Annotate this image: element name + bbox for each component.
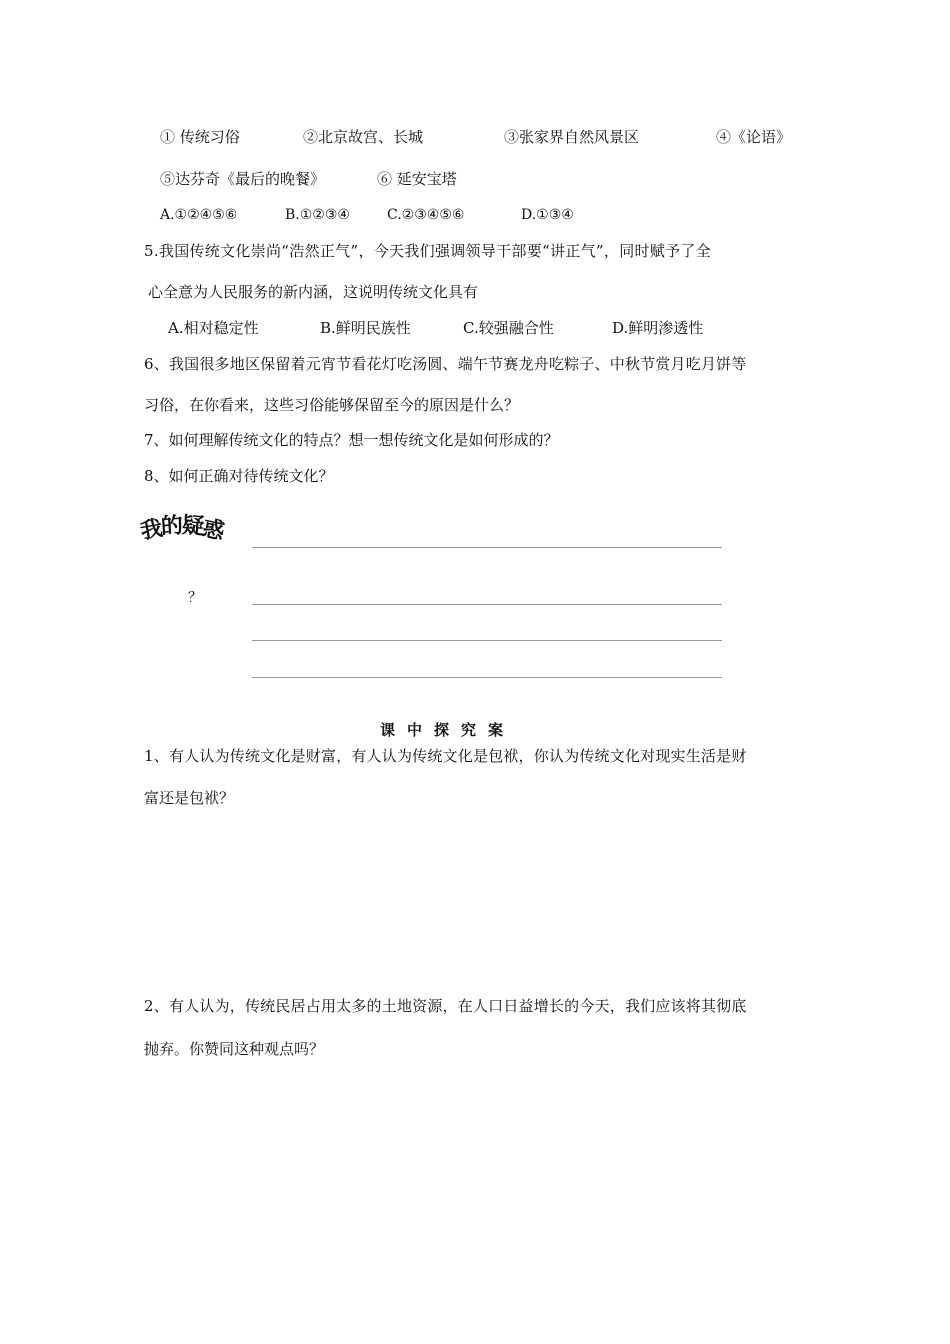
- q7-text: 7、如何理解传统文化的特点？想一想传统文化是如何形成的？: [144, 431, 559, 449]
- inclass-q1-line1: 1、有人认为传统文化是财富，有人认为传统文化是包袱，你认为传统文化对现实生活是财: [144, 747, 747, 765]
- q5-text-line2: 心全意为人民服务的新内涵，这说明传统文化具有: [148, 283, 479, 301]
- wordart-char: 惑: [199, 516, 226, 545]
- wordart-char: 我: [138, 516, 164, 545]
- doubt-answer-line[interactable]: [252, 640, 722, 641]
- q4-option-6: ⑥ 延安宝塔: [377, 170, 457, 188]
- my-doubts-wordart: [138, 512, 226, 545]
- q5-text-line1: 5.我国传统文化崇尚“浩然正气”，今天我们强调领导干部要“讲正气”，同时赋予了全: [144, 242, 711, 260]
- q6-text-line2: 习俗，在你看来，这些习俗能够保留至今的原因是什么？: [144, 396, 520, 414]
- doubt-answer-line[interactable]: [252, 604, 722, 605]
- inclass-q2-line2: 抛弃。你赞同这种观点吗？: [144, 1040, 325, 1058]
- q4-choice-d: D.①③④: [521, 207, 574, 223]
- q5-choice-a: A.相对稳定性: [168, 319, 259, 337]
- q6-text-line1: 6、我国很多地区保留着元宵节看花灯吃汤圆、端午节赛龙舟吃粽子、中秋节赏月吃月饼等: [144, 355, 747, 373]
- q4-option-3: ③张家界自然风景区: [504, 128, 640, 146]
- doubt-answer-line[interactable]: [252, 677, 722, 678]
- wordart-char: 的: [160, 513, 183, 540]
- q8-text: 8、如何正确对待传统文化？: [144, 467, 334, 485]
- q4-choice-c: C.②③④⑤⑥: [387, 207, 465, 223]
- q5-choice-d: D.鲜明渗透性: [612, 319, 704, 337]
- q4-option-1: ① 传统习俗: [160, 128, 240, 146]
- inclass-q2-line1: 2、有人认为，传统民居占用太多的土地资源，在人口日益增长的今天，我们应该将其彻底: [144, 997, 747, 1015]
- doubt-answer-line[interactable]: [252, 547, 722, 548]
- q4-option-2: ②北京故宫、长城: [303, 128, 424, 146]
- inclass-q1-line2: 富还是包袱？: [144, 789, 235, 807]
- q4-choice-a: A.①②④⑤⑥: [160, 207, 238, 223]
- q4-option-4: ④《论语》: [716, 128, 792, 146]
- section-title-inclass: 课中探究案: [380, 721, 516, 739]
- q4-option-5: ⑤达芬奇《最后的晚餐》: [160, 170, 326, 188]
- wordart-char: 疑: [181, 513, 204, 540]
- q5-choice-b: B.鲜明民族性: [320, 319, 411, 337]
- question-mark: ？: [188, 590, 202, 606]
- q5-choice-c: C.较强融合性: [463, 319, 554, 337]
- q4-choice-b: B.①②③④: [285, 207, 350, 223]
